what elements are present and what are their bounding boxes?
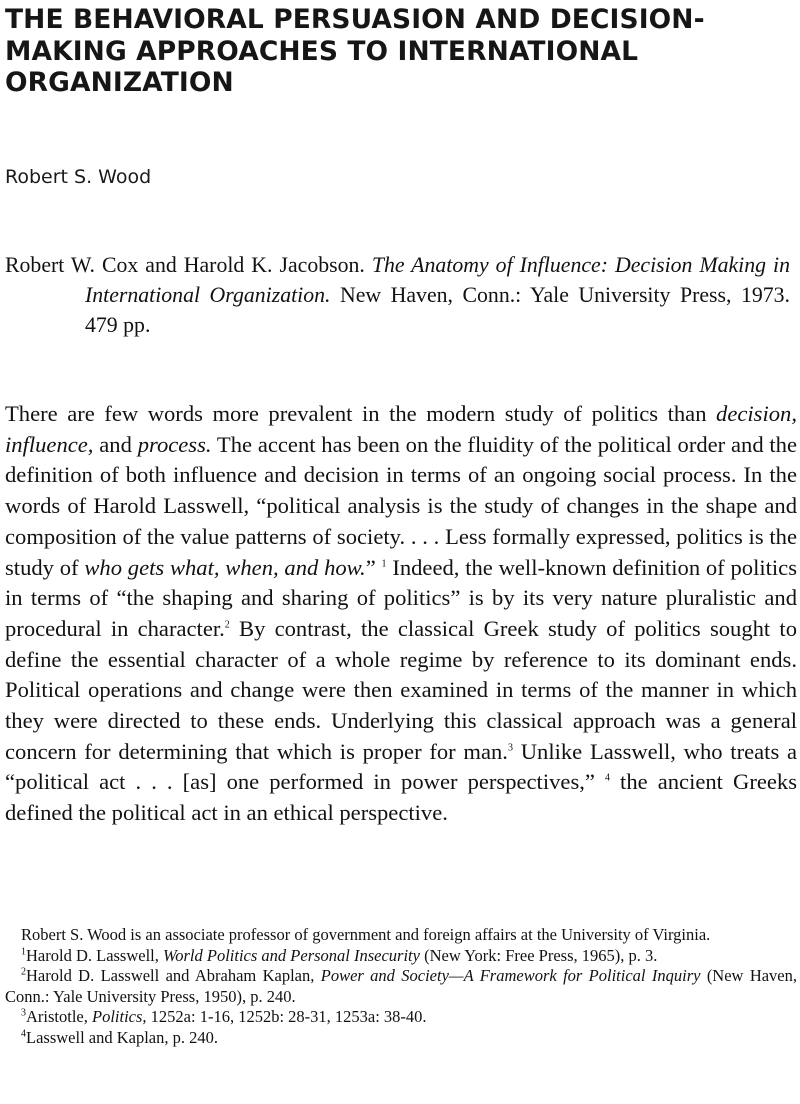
footnote-number: 2 [21, 966, 26, 978]
review-authors: Robert W. Cox and Harold K. Jacobson. [5, 253, 365, 277]
footnote-text: (New Haven, Conn.: Yale University Press, 1950), p. 240. [5, 966, 798, 1006]
footnote-ref: 4 [604, 772, 610, 784]
footnote-text: 1252a: 1-16, 1252b: 28-31, 1253a: 38-40. [150, 1007, 427, 1027]
body-text: the ancient Greeks defined the political act in an ethical perspective. [5, 769, 797, 826]
footnote-ref: 3 [507, 742, 513, 754]
footnote-title: Power and Society—A Framework for Political Inquiry [320, 966, 701, 986]
body-text: The accent has been on the fluidity of the political order and the definition of both influence and decision in terms of an ongoing social process. In the words of Harold Lasswell, “political analysis is the study of changes in the shape and composition of the value patterns of society. . . . Less formally expressed, politics is the study of [5, 431, 798, 580]
footnote-title: Politics, [92, 1007, 147, 1027]
body-text: Indeed, the well-known definition of politics in terms of “the shaping and sharing of politics” is by its very nature pluralistic and procedural in character. [5, 554, 798, 641]
footnote-4 [5, 1028, 797, 1049]
author-note: Robert S. Wood is an associate professor of government and foreign affairs at the University of Virginia. [21, 925, 711, 944]
article-title: THE BEHAVIORAL PERSUASION AND DECISION-MAKING APPROACHES TO INTERNATIONAL ORGANIZATION [5, 4, 705, 98]
review-book-title: The Anatomy of Influence: Decision Making in International Organization. [85, 253, 790, 307]
footnote-3 [5, 1007, 797, 1028]
article-author: Robert S. Wood [5, 166, 152, 188]
body-emphasis: process. [137, 431, 212, 457]
body-text: ” [365, 554, 376, 580]
footnote-text: Aristotle, [26, 1007, 88, 1027]
footnote-number: 4 [21, 1028, 26, 1040]
review-publication: New Haven, Conn.: Yale University Press, 1973. 479 pp. [85, 283, 790, 337]
footnote-ref: 2 [224, 619, 230, 631]
body-text: There are few words more prevalent in the modern study of politics than [5, 401, 707, 426]
body-text: By contrast, the classical Greek study of politics sought to define the essential character of a whole regime by reference to its dominant ends. Political operations and change were then examined in terms of the manner in which they were directed to these ends. Underlying this classical approach was a general concern for determining that which is proper for man. [5, 615, 797, 764]
footnote-text: Harold D. Lasswell and Abraham Kaplan, [26, 966, 315, 986]
footnote-text: Harold D. Lasswell, [26, 945, 159, 965]
footnote-2 [5, 966, 797, 1007]
body-paragraph [5, 399, 797, 829]
body-text: and [99, 431, 132, 457]
footnote-title: World Politics and Personal Insecurity [163, 945, 420, 965]
body-emphasis: decision, influence, [5, 401, 797, 457]
body-emphasis: who gets what, when, and how. [84, 554, 366, 580]
footnote-1 [5, 946, 797, 967]
review-citation [5, 250, 790, 340]
footnotes [5, 925, 797, 1049]
footnote-ref: 1 [381, 557, 387, 569]
footnote-text: (New York: Free Press, 1965), p. 3. [424, 945, 658, 965]
footnote-number: 1 [21, 946, 26, 958]
footnote-number: 3 [21, 1007, 26, 1019]
footnote-text: Lasswell and Kaplan, p. 240. [26, 1027, 218, 1047]
body-text: Unlike Lasswell, who treats a “political act . . . [as] one performed in power perspectives,” [5, 738, 797, 795]
